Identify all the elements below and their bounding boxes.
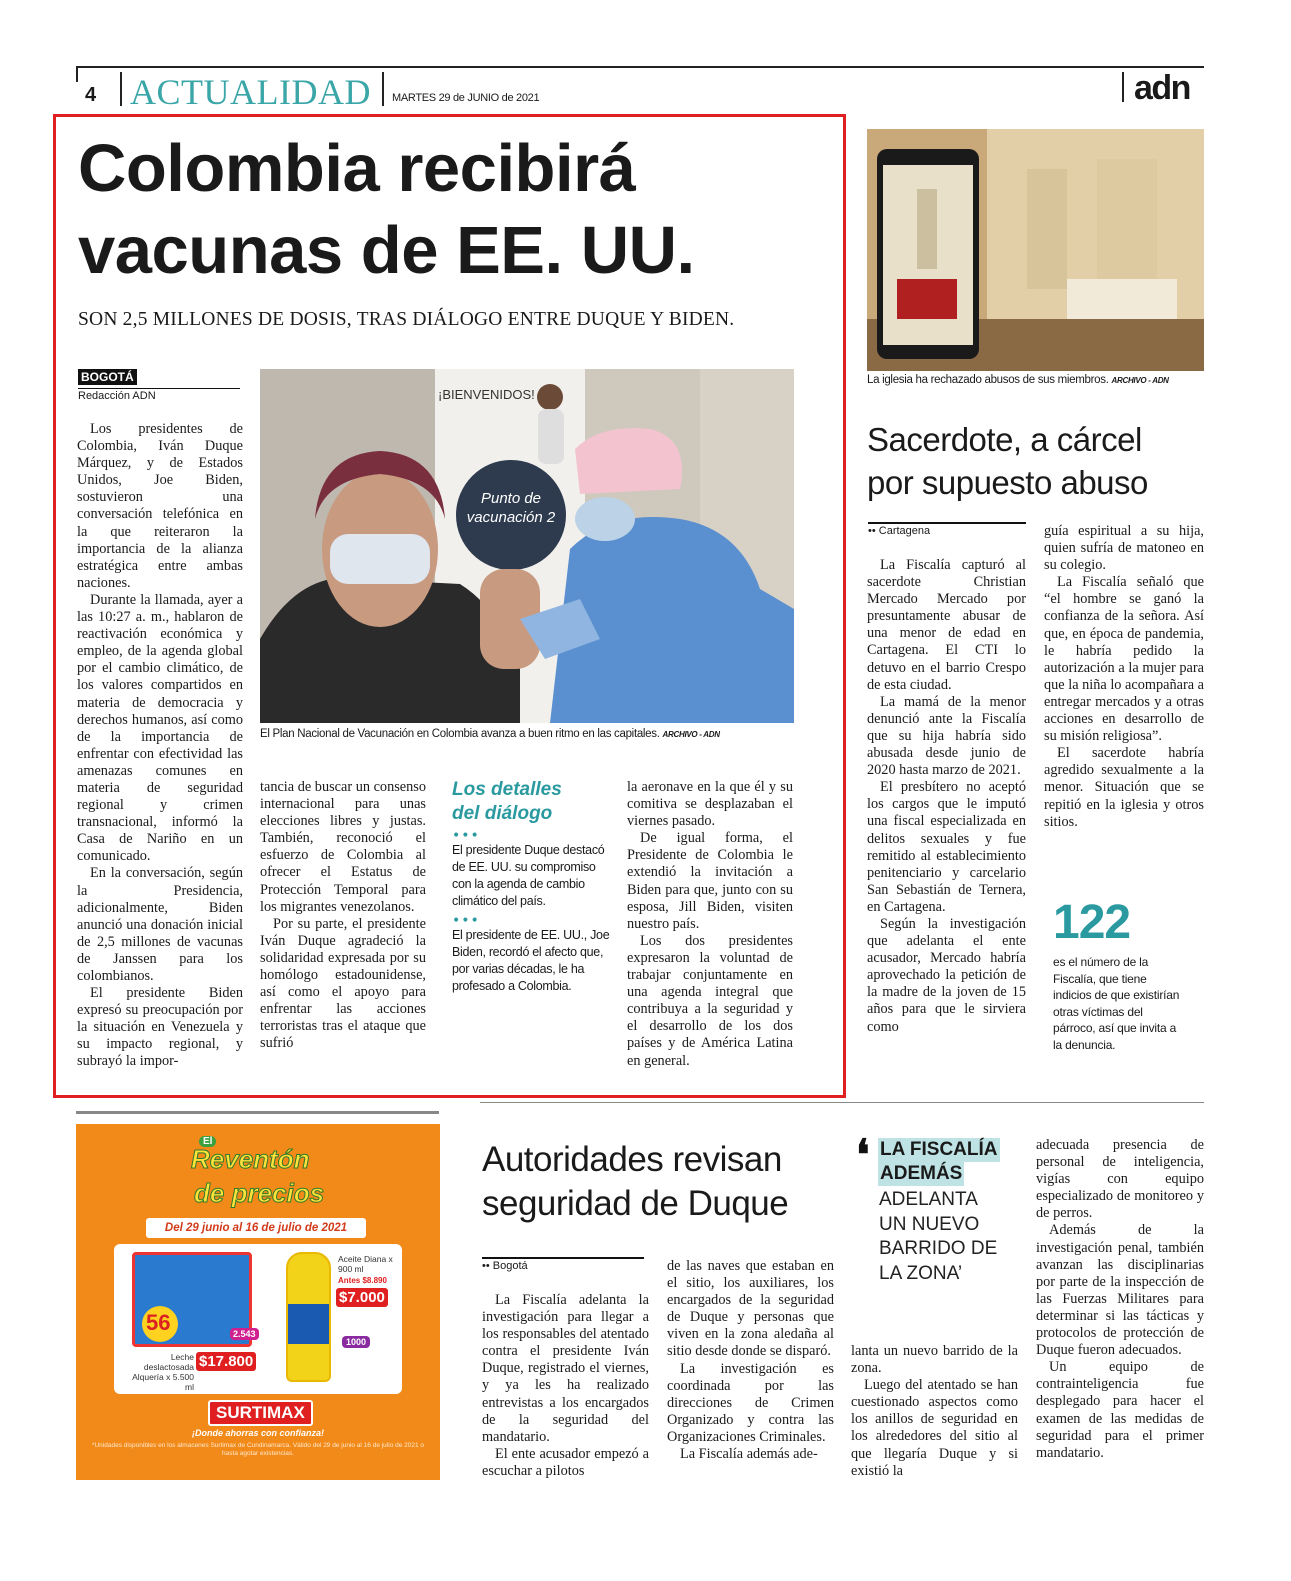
ad-dates: Del 29 junio al 16 de julio de 2021	[146, 1218, 366, 1238]
store-logo: SURTIMAX	[208, 1400, 313, 1426]
location-tag: BOGOTÁ	[78, 369, 137, 385]
sidebar-bullet-icon: •••	[452, 913, 480, 929]
ad-title-2: de precios	[194, 1178, 325, 1208]
oil-before: Antes $8.890	[338, 1276, 387, 1285]
welcome-sign: ¡BIENVENIDOS!	[438, 387, 535, 402]
photo-credit: ARCHIVO - ADN	[662, 730, 720, 739]
section-title: ACTUALIDAD	[130, 72, 371, 112]
main-col-2: tancia de buscar un consenso internacional para unas elecciones libres y justas. También, reconoció el esfuerzo de Colombia al ofrecer el Estatus de Protección Temporal para los migrantes venezolanos. Por su parte, el presidente Iván Duque agradeció la solidaridad expresada por su homólogo estadounidense, así como el apoyo para enfrentar las acciones terroristas tras el ataque que sufrió	[260, 779, 426, 1052]
church-photo	[867, 129, 1204, 371]
vaccination-photo	[260, 369, 794, 723]
divider	[480, 1102, 1204, 1103]
ad-slogan: ¡Donde ahorras con confianza!	[191, 1428, 325, 1438]
right-headline: Sacerdote, a cárcel por supuesto abuso	[867, 421, 1148, 501]
sidebar-details	[452, 778, 612, 995]
main-photo-caption: El Plan Nacional de Vacunación en Colombia avanza a buen ritmo en las capitales. ARCHIVO - ADN	[260, 728, 720, 740]
right-col-1: La Fiscalía capturó al sacerdote Christian Mercado Mercado por presuntamente abusar de una menor de edad en Cartagena. El CTI lo detuvo en el barrio Crespo de esta ciudad. La mamá de la menor denunció ante la Fiscalía que su hija habría sido abusada desde junio de 2020 hasta marzo de 2021. El presbítero no aceptó los cargos que le imputó una fiscal especializada en delitos sexuales y fue remitido al establecimiento penitenciario y carcelario San Sebastián de Ternera, en Cartagena. Según la investigación que adelanta el ente acusador, Mercado habría aprovechado la petición de la madre de la joven de 15 años para que le sirviera como	[867, 557, 1026, 1035]
sidebar-item: El presidente Duque destacó de EE. UU. su compromiso con la agenda de cambio climático del país.	[452, 843, 605, 908]
location-tag: •• Cartagena	[868, 522, 1026, 537]
page-number: 4	[85, 84, 97, 106]
bottom-col-2: de las naves que estaban en el sitio, los auxiliares, los encargados de la seguridad de Duque y personas que viven en la zona aledaña al sitio desde donde se disparó. La investigación es coordinada por las direcciones de Crimen Organizado y contra las Organizaciones Criminales. La Fiscalía además ade-	[667, 1258, 834, 1463]
oil-price: $7.000	[336, 1288, 388, 1307]
vaccination-scene	[260, 369, 794, 723]
main-subtitle: SON 2,5 MILLONES DE DOSIS, TRAS DIÁLOGO ENTRE DUQUE Y BIDEN.	[78, 309, 735, 330]
bottom-col-3: lanta un nuevo barrido de la zona. Luego del atentado se han cuestionado aspectos como los anillos de seguridad en los alrededores del sitio al que llegaría Duque y si existió la	[851, 1343, 1018, 1479]
sidebar-bullet-icon: •••	[452, 828, 480, 844]
photo-credit: ARCHIVO - ADN	[1111, 376, 1169, 385]
stat-text: es el número de la Fiscalía, que tiene indicios de que existirían otras víctimas del párroco, así que invita a la denuncia.	[1053, 955, 1180, 1052]
vaccination-point-text: Punto de vacunación 2	[466, 490, 556, 526]
main-col-4: la aeronave en la que él y su comitiva se desplazaban el viernes pasado. De igual forma, el Presidente de Colombia le extendió la invitación a Biden para que, junto con su esposa, Jill Biden, visiten nuestro país. Los dos presidentes expresaron la voluntad de trabajar conjuntamente en una agenda integral que contribuya a la seguridad y el desarrollo de los dos países y de América Latina en general.	[627, 779, 793, 1069]
main-headline: Colombia recibirá vacunas de EE. UU.	[78, 131, 695, 288]
oil-label: Aceite Diana x 900 ml	[338, 1254, 393, 1274]
header-date: MARTES 29 de JUNIO de 2021	[392, 92, 540, 104]
ad-badge: El	[199, 1136, 216, 1147]
adn-logo: adn	[1134, 69, 1190, 107]
location-tag: •• Bogotá	[482, 1257, 644, 1272]
milk-label: Leche deslactosada Alquería x 5.500 ml	[132, 1352, 194, 1392]
main-col-1: Los presidentes de Colombia, Iván Duque Márquez, y de Estados Unidos, Joe Biden, sostuvieron una conversación telefónica en la que reiteraron la importancia de la alianza estratégica entre ambas naciones. Durante la llamada, ayer a las 10:27 a. m., hablaron de reactivación económica y empleo, de la agenda global por el cambio climático, de los valores compartidos en materia de democracia y derechos humanos, así como de la importancia de enfrentar con efectividad las amenazas comunes en materia de seguridad regional y crimen transnacional, informó la Casa de Nariño en un comunicado. En la conversación, según la Presidencia, adicionalmente, Biden anunció una donación inicial de 2,5 millones de vacunas de Janssen para los colombianos. El presidente Biden expresó su preocupación por la situación en Venezuela y su impacto regional, y subrayó la impor-	[77, 421, 243, 1070]
divider	[76, 1111, 439, 1114]
ad-title-1: Reventón	[191, 1144, 310, 1174]
byline: Redacción ADN	[78, 388, 240, 402]
bottom-col-4: adecuada presencia de personal de inteligencia, vigías con equipo especializado de monitoreo y de perros. Además de la investigación penal, también avanzan las disciplinarias por parte de la inspección de las Fuerzas Militares para determinar si las tácticas y protocolos de protección de Duque fueron adecuados. Un equipo de contrainteligencia fue desplegado para hacer el examen de las medidas de seguridad para el primer mandatario.	[1036, 1137, 1204, 1461]
milk-count: 56	[146, 1310, 171, 1335]
right-col-2: guía espiritual a su hija, quien sufría de matoneo en su colegio. La Fiscalía señaló que “el hombre se ganó la confianza de la señora. Así que, en época de pandemia, le habría pedido la autorización a la mujer para que la niña lo acompañara a entregar mercados y a otras acciones en desarrollo de su misión religiosa”. El sacerdote habría agredido sexualmente a la menor. Situación que se repitió en la iglesia y otros sitios.	[1044, 523, 1204, 830]
quote-mark-icon: ❛	[856, 1133, 870, 1179]
church-photo-caption: La iglesia ha rechazado abusos de sus miembros. ARCHIVO - ADN	[867, 374, 1169, 386]
sidebar-item: El presidente de EE. UU., Joe Biden, recordó el afecto que, por varias décadas, le ha profesado a Colombia.	[452, 928, 610, 993]
bottom-col-1: La Fiscalía adelanta la investigación para llegar a los responsables del atentado contra el presidente Iván Duque, registrado el viernes, y ya les ha realizado entrevistas a los encargados de la seguridad del mandatario. El ente acusador empezó a escuchar a pilotos	[482, 1292, 649, 1479]
surtimax-ad[interactable]	[76, 1124, 440, 1480]
ad-fine-print: *Unidades disponibles en los almacenes Surtimax de Cundinamarca. Válido del 29 de junio al 16 de julio de 2021 o hasta agotar existencias.	[91, 1442, 425, 1457]
bottom-headline: Autoridades revisan seguridad de Duque	[482, 1140, 789, 1223]
oil-bottle-label	[288, 1304, 329, 1344]
milk-points: 2.543	[230, 1328, 259, 1340]
oil-points: 1000	[342, 1336, 370, 1348]
page-header	[76, 66, 1204, 112]
milk-price: $17.800	[196, 1352, 256, 1371]
sidebar-title: Los detalles del diálogo	[452, 779, 562, 824]
church-scene	[867, 129, 1204, 371]
stat-number: 122	[1053, 896, 1131, 949]
